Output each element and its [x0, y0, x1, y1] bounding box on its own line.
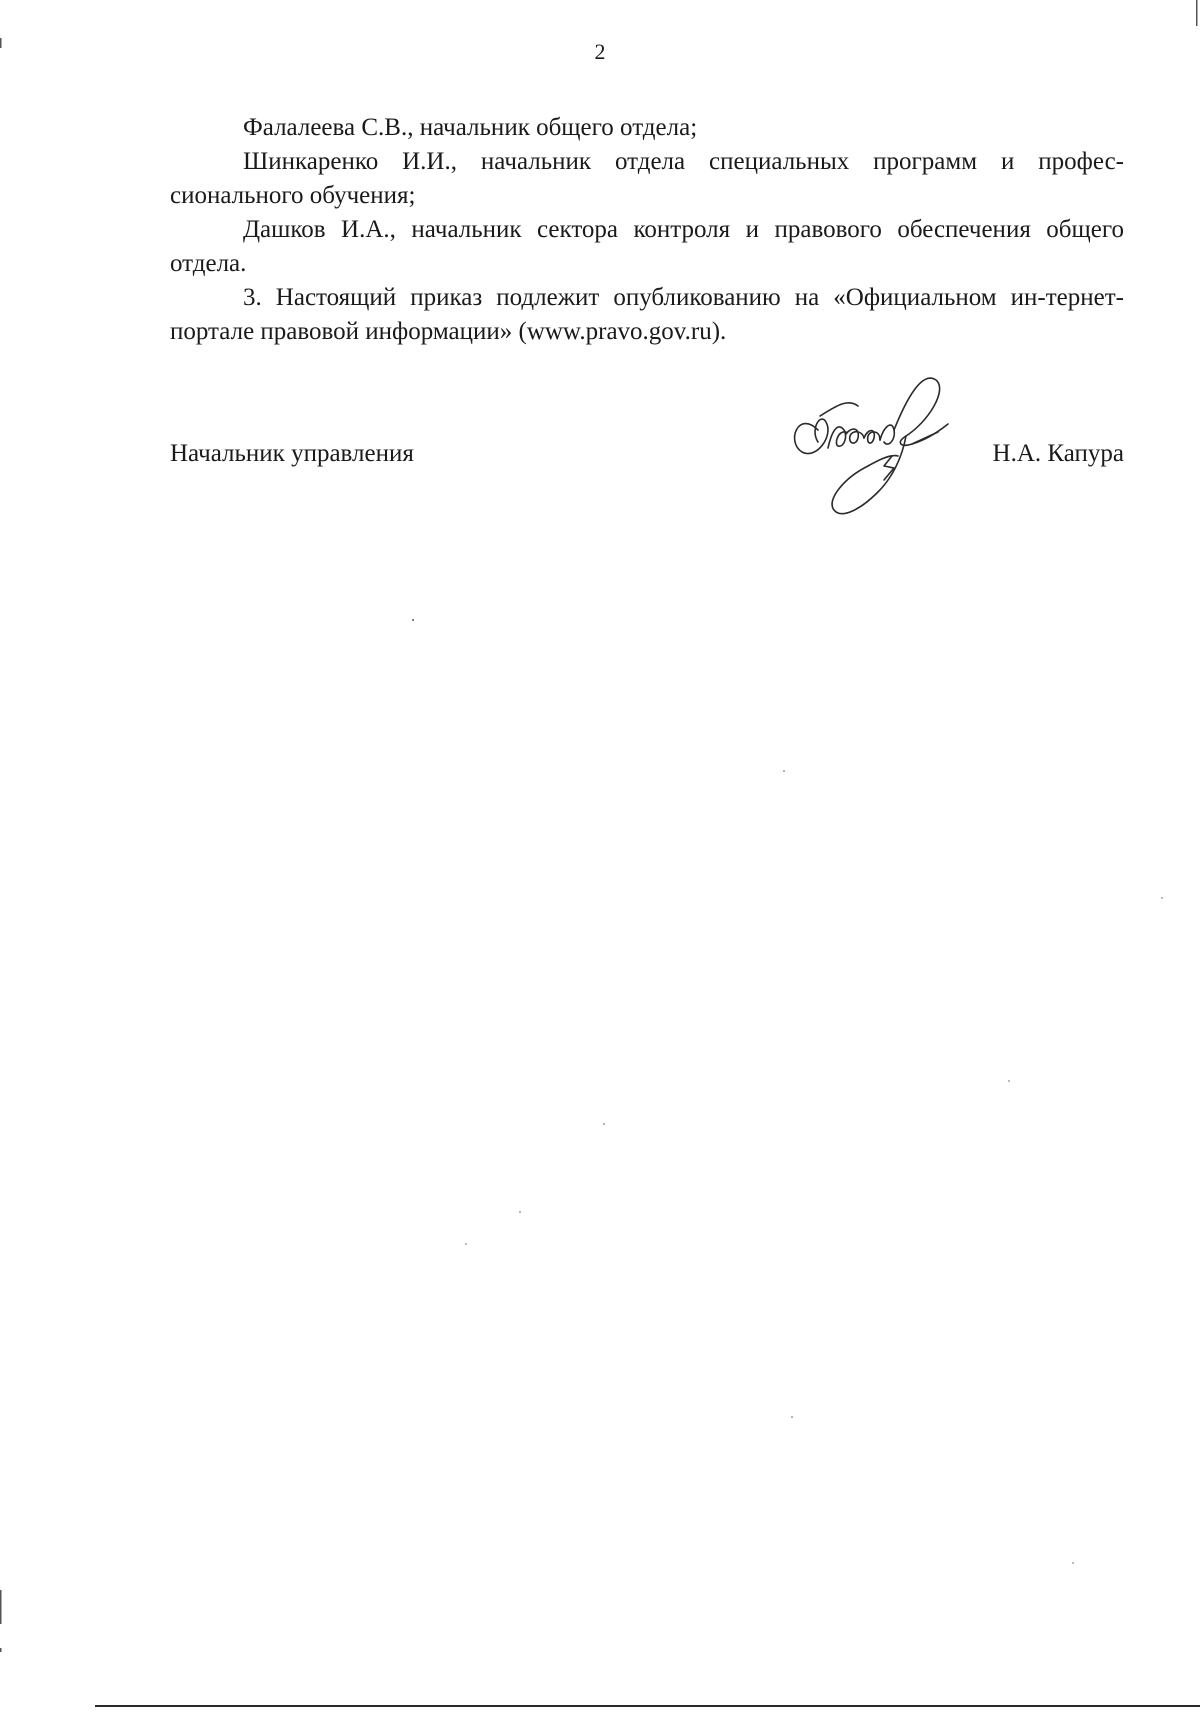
document-body — [170, 111, 1124, 349]
paragraph-falaleeva: Фалалеева С.В., начальник общего отдела; — [243, 114, 698, 141]
signature-block — [170, 434, 1124, 474]
paragraph-shinkarenko: Шинкаренко И.И., начальник отдела специальных программ и профес-сионального обучения; — [170, 148, 1124, 209]
paragraph-dashkov: Дашков И.А., начальник сектора контроля и правового обеспечения общего отдела. — [170, 216, 1124, 277]
signatory-name: Н.А. Капура — [992, 440, 1124, 467]
handwritten-signature — [788, 370, 968, 570]
page-number: 2 — [594, 39, 606, 64]
scan-bottom-edge — [95, 1705, 1200, 1707]
paragraph-publication-clause: 3. Настоящий приказ подлежит опубликованию на «Официальном ин-тернет-портале правовой информации» (www.pravo.gov.ru). — [170, 284, 1124, 345]
signatory-position: Начальник управления — [170, 440, 414, 467]
